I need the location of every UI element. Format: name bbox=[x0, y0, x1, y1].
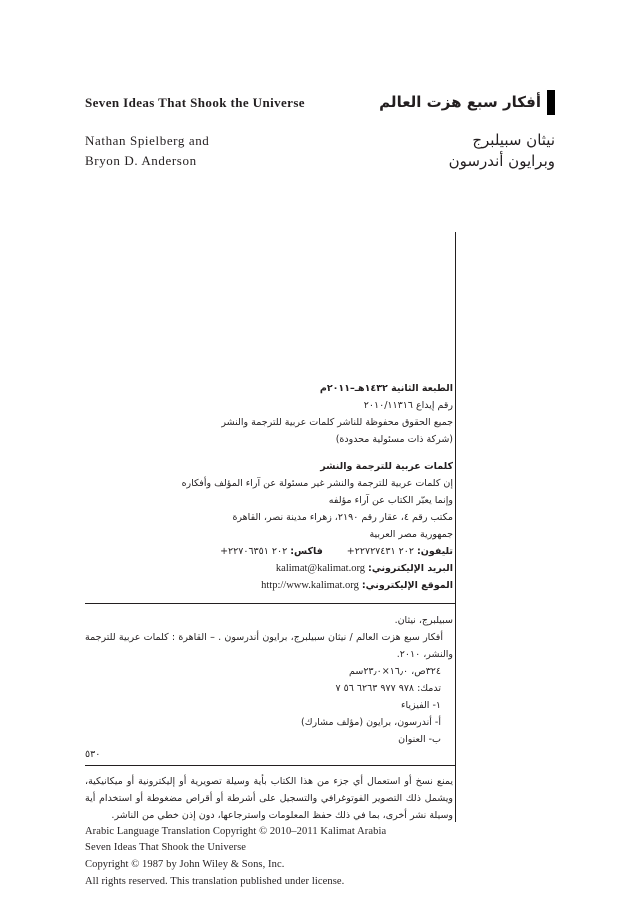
company-type-line: (شركة ذات مسئولية محدودة) bbox=[335, 434, 453, 445]
contact-phone-fax bbox=[85, 543, 453, 560]
catalog-record bbox=[85, 612, 455, 762]
copyright-line: Copyright © 1987 by John Wiley & Sons, Inc. bbox=[85, 858, 285, 870]
classification-number: ٥٣٠ bbox=[85, 748, 101, 760]
header-marker-bar bbox=[547, 90, 555, 115]
author-line: وبرايون أندرسون bbox=[448, 152, 555, 170]
horizontal-rule bbox=[85, 603, 455, 604]
catalog-author: سبيلبرج، نيثان. bbox=[394, 614, 453, 626]
fax-label: فاكس: bbox=[290, 545, 323, 557]
catalog-subject: ب- العنوان bbox=[398, 733, 441, 745]
book-title-ar: أفكار سبع هزت العالم bbox=[379, 93, 541, 111]
fax-number: +٢٠٢ ٢٢٧٠٦٣٥١ bbox=[220, 545, 288, 557]
publisher-name: كلمات عربية للترجمة والنشر bbox=[320, 460, 453, 472]
catalog-physical: ٣٢٤ص، ١٦٫٠×٢٣٫٠سم bbox=[349, 665, 441, 677]
edition-block bbox=[85, 380, 455, 448]
copyright-line: Arabic Language Translation Copyright © 2010–2011 Kalimat Arabia bbox=[85, 825, 387, 837]
phone-label: تليفون: bbox=[416, 545, 453, 557]
vertical-rule bbox=[455, 232, 456, 822]
catalog-subject: أ- أندرسون، برايون (مؤلف مشارك) bbox=[301, 716, 441, 728]
authors-ar bbox=[449, 130, 555, 172]
email-address: kalimat@kalimat.org bbox=[275, 562, 366, 574]
spacer bbox=[85, 448, 455, 458]
email-label: البريد الإليكتروني: bbox=[368, 562, 453, 574]
rights-line: جميع الحقوق محفوظة للناشر كلمات عربية للترجمة والنشر bbox=[221, 417, 453, 428]
deposit-label: رقم إيداع bbox=[415, 400, 453, 411]
isbn-number: ٩٧٨ ٩٧٧ ٦٢٦٣ ٥٦ ٧ bbox=[335, 682, 415, 694]
reproduction-notice-ar: يمنع نسخ أو استعمال أي جزء من هذا الكتاب بأية وسيلة تصويرية أو إليكترونية أو ميكانيكية، ويشمل ذلك التصوير الفوتوغرافي والتسجيل على أشرطة أو أقراص مضغوطة أو استخدام أية وسيلة نشر أخرى، بما في ذلك حفظ المعلومات واسترجاعها، دون إذن خطي من الناشر. bbox=[85, 775, 453, 821]
book-title-en: Seven Ideas That Shook the Universe bbox=[85, 95, 305, 110]
contact-website bbox=[85, 577, 453, 594]
copyright-block-en bbox=[85, 824, 455, 891]
publisher-country: جمهورية مصر العربية bbox=[369, 528, 453, 540]
website-label: الموقع الإليكتروني: bbox=[361, 579, 453, 591]
authors-en bbox=[85, 131, 209, 171]
copyright-line: Seven Ideas That Shook the Universe bbox=[85, 842, 247, 854]
horizontal-rule bbox=[85, 765, 455, 766]
catalog-title-entry: أفكار سبع هزت العالم / نيثان سبيلبرج، برايون أندرسون . – القاهرة : كلمات عربية للترجمة والنشر، ٢٠١٠. bbox=[85, 631, 453, 660]
publisher-block bbox=[85, 458, 455, 594]
website-url: http://www.kalimat.org bbox=[261, 579, 359, 591]
author-line: Bryon D. Anderson bbox=[85, 153, 197, 168]
phone-number: +٢٠٢ ٢٢٧٢٧٤٣١ bbox=[346, 545, 414, 557]
publisher-address: مكتب رقم ٤، عقار رقم ٢١٩٠، زهراء مدينة نصر، القاهرة bbox=[232, 511, 453, 523]
author-line: Nathan Spielberg and bbox=[85, 133, 210, 148]
deposit-line bbox=[85, 397, 453, 414]
disclaimer-line: إن كلمات عربية للترجمة والنشر غير مسئولة عن آراء المؤلف وأفكاره bbox=[181, 477, 453, 489]
isbn-label: تدمك: bbox=[417, 682, 441, 694]
edition-line: الطبعة الثانية ١٤٣٢هـ–٢٠١١م bbox=[319, 383, 453, 394]
catalog-isbn bbox=[85, 680, 453, 697]
catalog-subject: ١- الفيزياء bbox=[400, 699, 441, 711]
author-line: نيثان سبيلبرج bbox=[472, 131, 555, 149]
copyright-page-body bbox=[85, 380, 455, 890]
contact-email bbox=[85, 560, 453, 577]
disclaimer-line: وإنما يعبّر الكتاب عن آراء مؤلفه bbox=[328, 494, 453, 506]
deposit-number: ٢٠١٠/١١٣١٦ bbox=[363, 400, 413, 411]
copyright-line: All rights reserved. This translation published under license. bbox=[85, 875, 345, 887]
